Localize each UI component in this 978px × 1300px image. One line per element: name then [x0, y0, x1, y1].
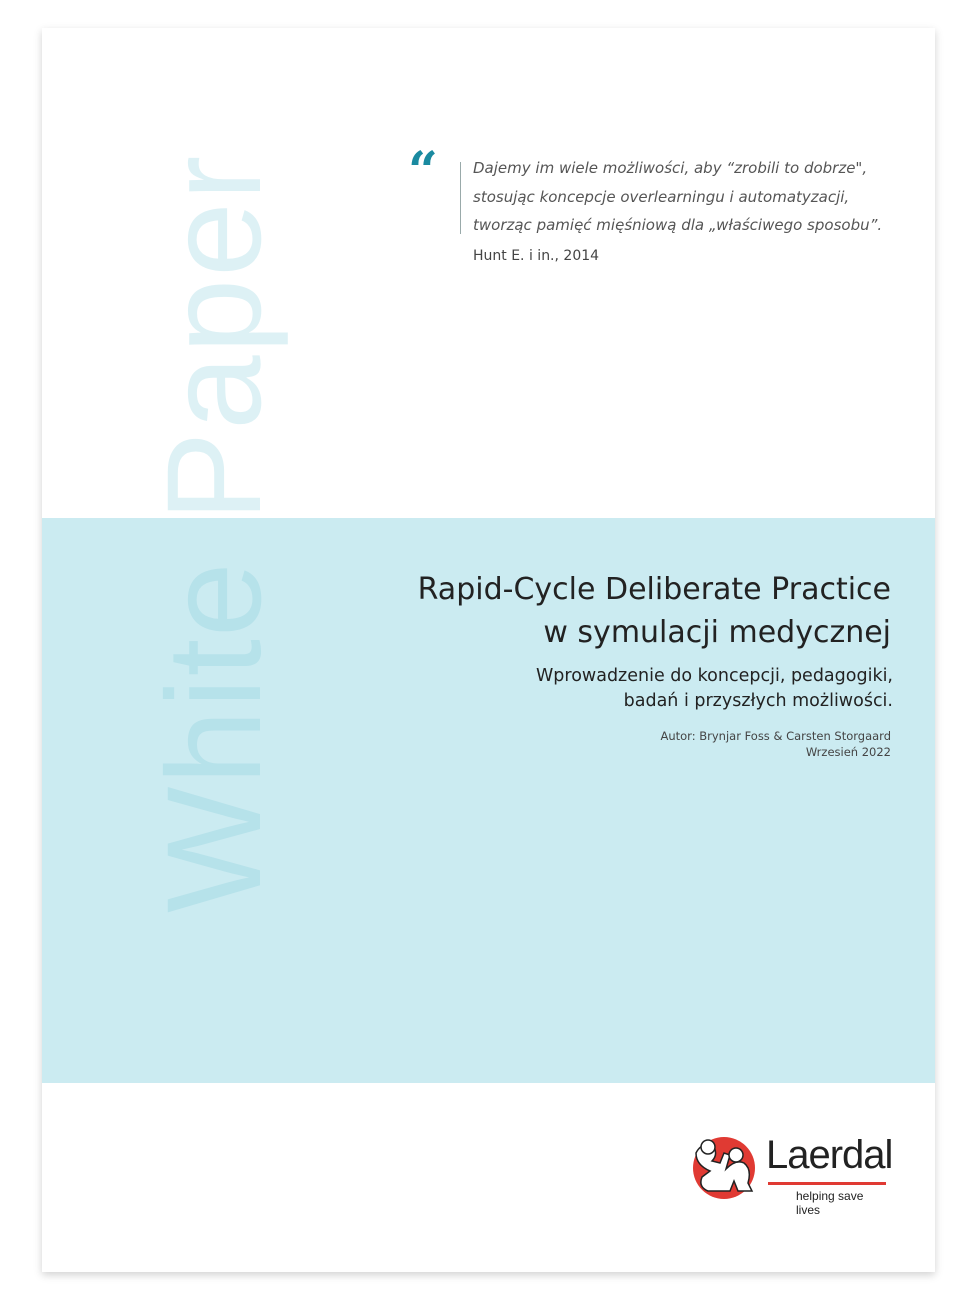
- quote-citation: Hunt E. i in., 2014: [473, 248, 600, 264]
- quote-mark-icon: “: [408, 141, 438, 202]
- logo-underline: [768, 1182, 886, 1185]
- logo-tagline: helping save lives: [796, 1189, 864, 1217]
- document-page: [42, 28, 935, 1272]
- document-meta: [660, 728, 891, 760]
- title-line: w symulacji medycznej: [543, 615, 891, 650]
- quote-line: tworząc pamięć mięśniową dla „właściwego sposobu”.: [473, 216, 883, 234]
- document-subtitle: [536, 664, 893, 714]
- laerdal-logo: [688, 1133, 893, 1217]
- authors: Autor: Brynjar Foss & Carsten Storgaard: [660, 729, 891, 743]
- quote-text: [473, 154, 882, 240]
- logo-wordmark: Laerdal: [766, 1133, 893, 1177]
- quote-line: Dajemy im wiele możliwości, aby “zrobili to dobrze",: [473, 159, 868, 177]
- date: Wrzesień 2022: [805, 745, 891, 759]
- laerdal-emblem-icon: [688, 1133, 758, 1203]
- title-line: Rapid-Cycle Deliberate Practice: [417, 572, 891, 607]
- document-title: [418, 568, 891, 654]
- white-paper-vertical-label: White Paper: [140, 153, 289, 913]
- quote-line: stosując koncepcje overlearningu i automatyzacji,: [473, 187, 850, 206]
- subtitle-line: badań i przyszłych możliwości.: [623, 691, 893, 711]
- subtitle-line: Wprowadzenie do koncepcji, pedagogiki,: [535, 666, 893, 686]
- quote-divider: [460, 162, 461, 234]
